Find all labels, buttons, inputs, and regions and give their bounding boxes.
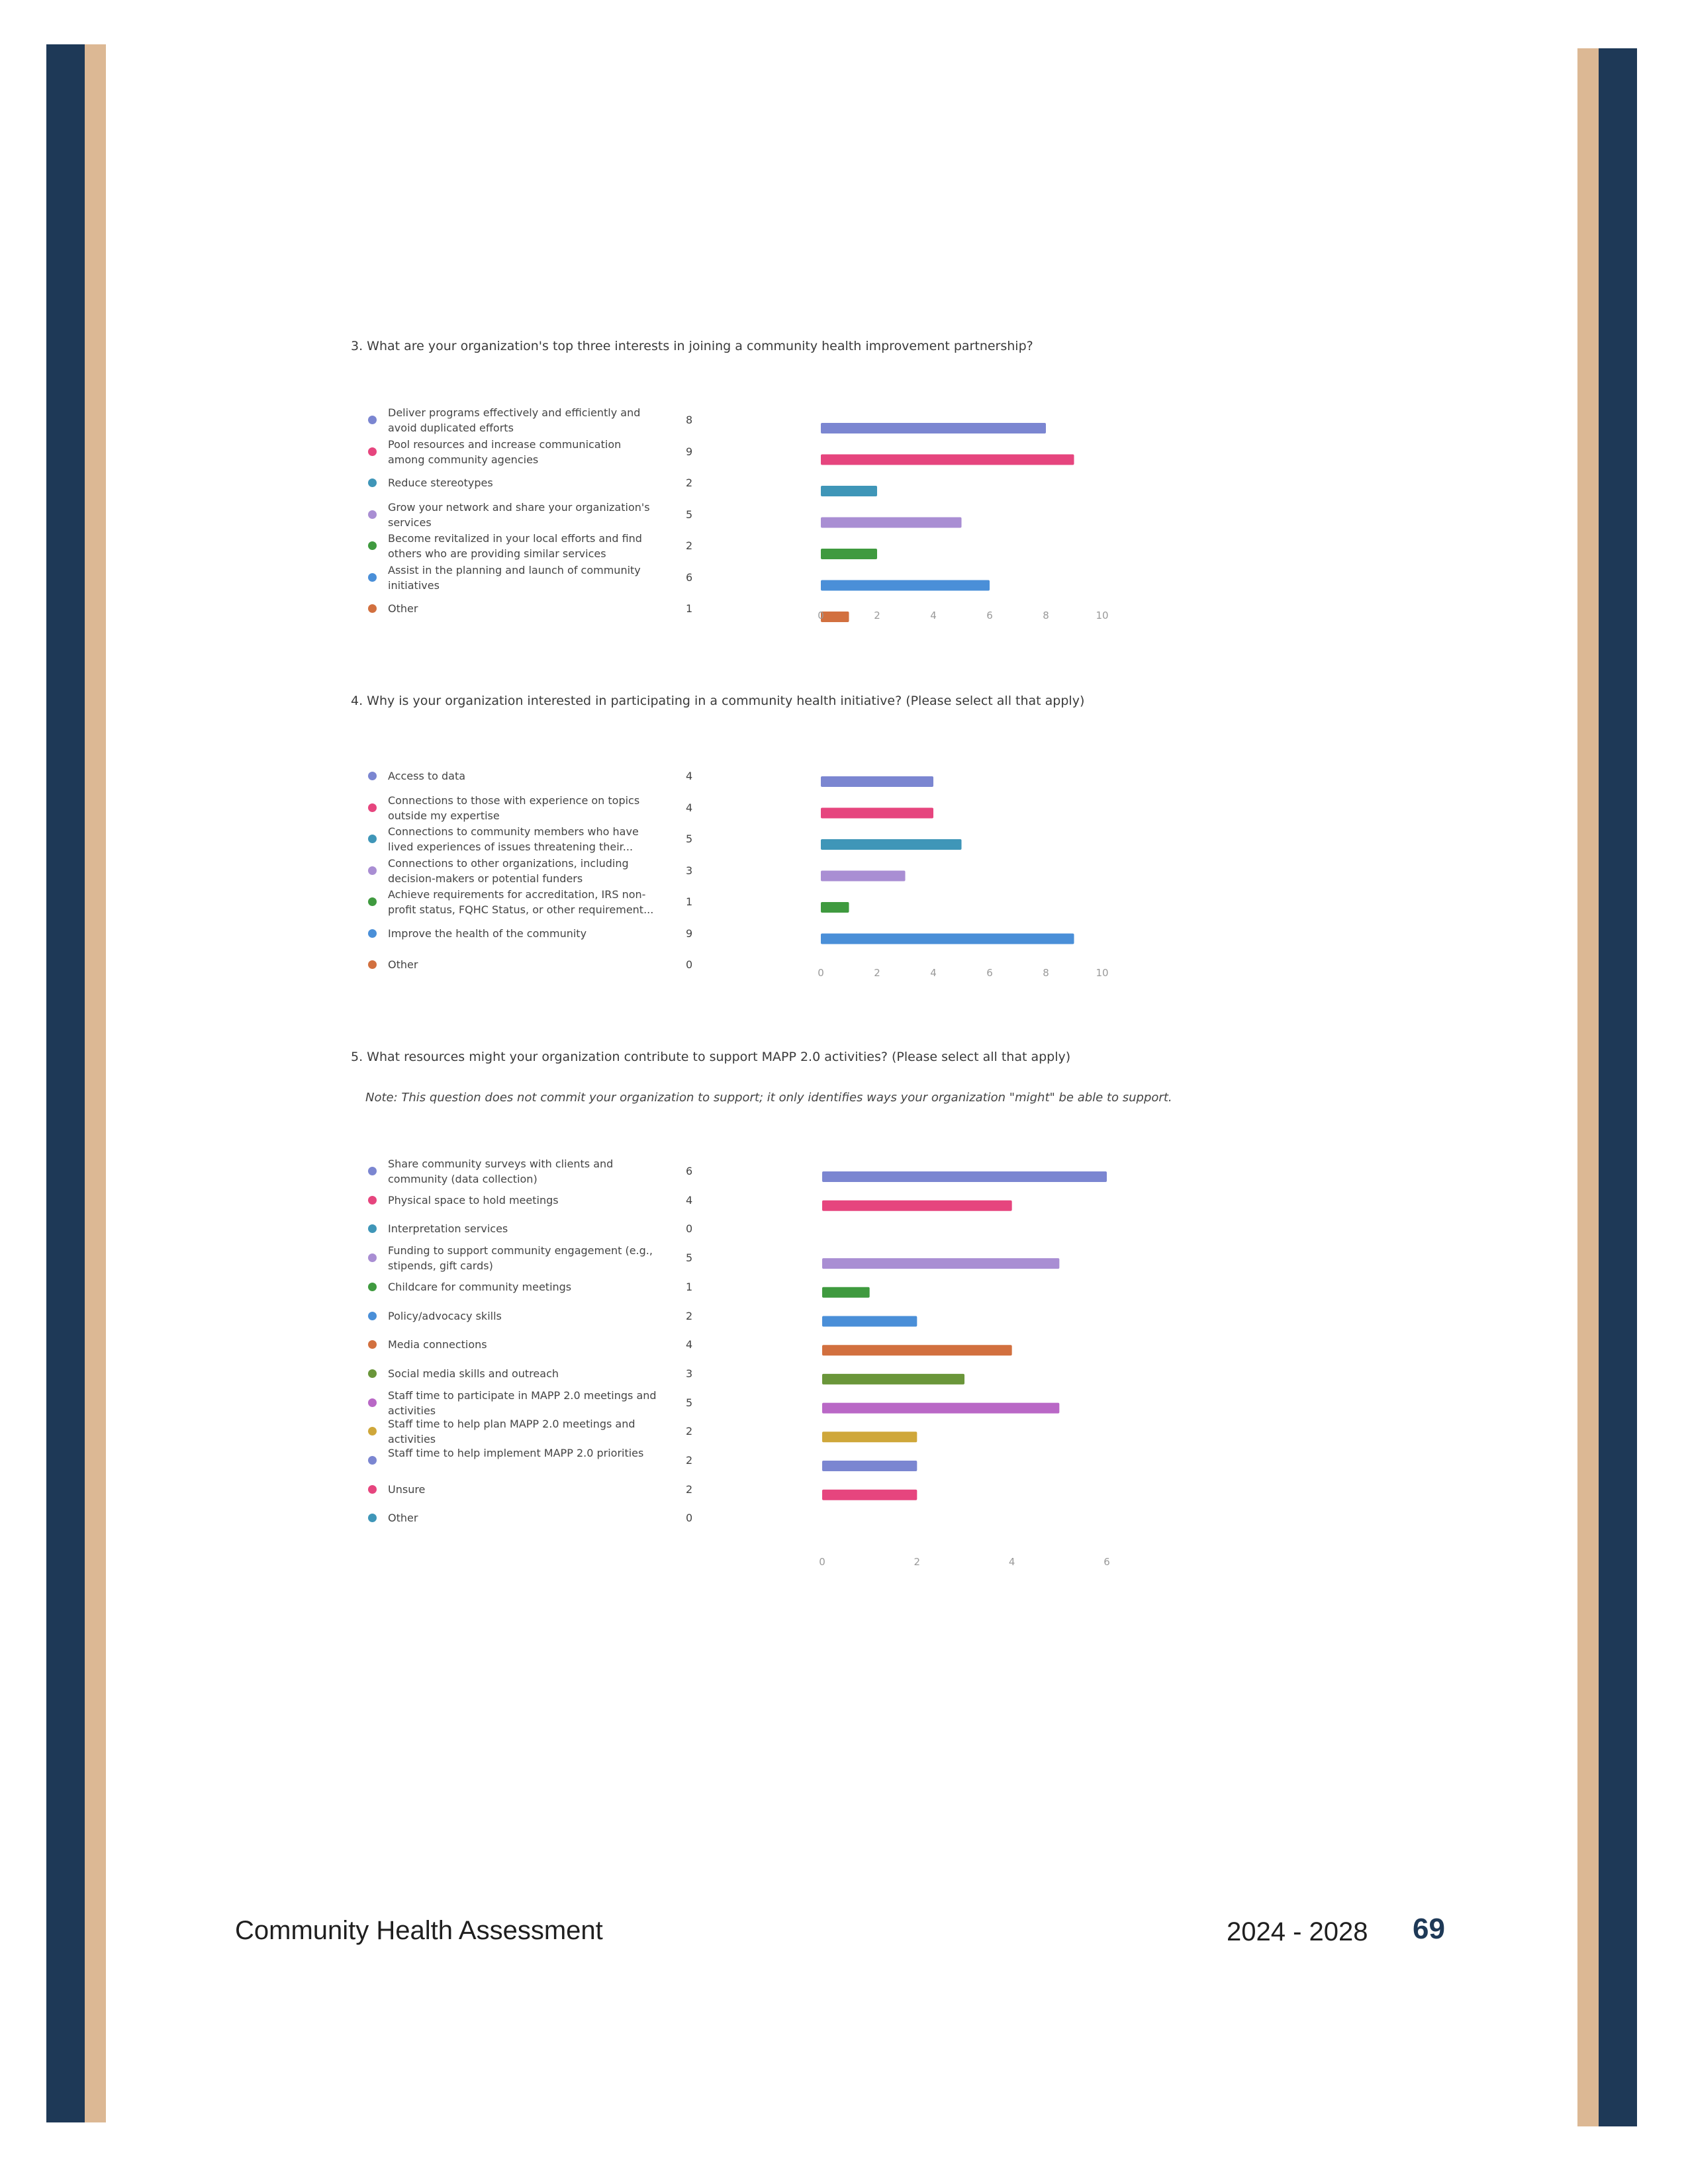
legend-value: 1 bbox=[686, 895, 693, 908]
x-tick-label: 4 bbox=[1008, 1556, 1015, 1568]
bar bbox=[822, 1345, 1012, 1355]
legend-dot bbox=[368, 604, 377, 613]
legend-value: 5 bbox=[686, 833, 693, 845]
legend-value: 4 bbox=[686, 801, 693, 814]
x-tick-label: 4 bbox=[930, 610, 937, 621]
x-tick-label: 0 bbox=[818, 610, 824, 621]
footer-title: Community Health Assessment bbox=[235, 1916, 603, 1945]
bar bbox=[821, 776, 933, 787]
legend-dot bbox=[368, 897, 377, 906]
legend-value: 5 bbox=[686, 508, 693, 521]
bar bbox=[822, 1258, 1059, 1269]
legend-label: Connections to other organizations, including decision-makers or potential funders bbox=[388, 856, 629, 885]
legend-label: Social media skills and outreach bbox=[388, 1367, 559, 1380]
x-tick-label: 0 bbox=[818, 967, 824, 979]
legend-label: Staff time to participate in MAPP 2.0 meetings and activities bbox=[388, 1388, 657, 1417]
legend-value: 6 bbox=[686, 1165, 693, 1177]
legend-dot bbox=[368, 510, 377, 519]
legend-value: 0 bbox=[686, 1222, 693, 1236]
legend-label: Physical space to hold meetings bbox=[388, 1193, 559, 1206]
x-tick-label: 6 bbox=[986, 610, 993, 621]
legend-value: 2 bbox=[686, 1482, 693, 1496]
legend-dot bbox=[368, 1514, 377, 1522]
x-tick-label: 0 bbox=[819, 1556, 825, 1568]
question-5-note: Note: This question does not commit your organization to support; it only identifies ways your organization "might" be able to support. bbox=[365, 1091, 1172, 1105]
legend-dot bbox=[368, 541, 377, 550]
x-tick-label: 2 bbox=[914, 1556, 921, 1568]
left-band-light bbox=[85, 44, 106, 2122]
legend-dot bbox=[368, 1196, 377, 1205]
legend-value: 4 bbox=[686, 770, 693, 782]
bar bbox=[821, 580, 990, 591]
right-band-dark bbox=[1599, 48, 1637, 2126]
legend-value: 4 bbox=[686, 1338, 693, 1351]
legend-dot bbox=[368, 835, 377, 843]
legend-label: Access to data bbox=[388, 770, 466, 782]
legend-value: 2 bbox=[686, 1454, 693, 1467]
legend-label: Grow your network and share your organization's services bbox=[388, 500, 650, 529]
x-tick-label: 6 bbox=[986, 967, 993, 979]
legend-label: Other bbox=[388, 602, 418, 615]
legend-dot bbox=[368, 1456, 377, 1465]
bar bbox=[822, 1374, 964, 1385]
legend-label: Share community surveys with clients and community (data collection) bbox=[388, 1158, 614, 1185]
legend-dot bbox=[368, 929, 377, 938]
x-tick-label: 6 bbox=[1103, 1556, 1110, 1568]
left-band-dark bbox=[46, 44, 85, 2122]
legend-dot bbox=[368, 1283, 377, 1291]
legend-value: 8 bbox=[686, 414, 693, 426]
legend-value: 4 bbox=[686, 1193, 693, 1206]
legend-dot bbox=[368, 416, 377, 424]
legend-value: 0 bbox=[686, 958, 693, 971]
bar bbox=[821, 871, 906, 882]
legend-label: Improve the health of the community bbox=[388, 927, 587, 940]
legend-label: Other bbox=[388, 1512, 418, 1525]
legend-label: Policy/advocacy skills bbox=[388, 1309, 502, 1322]
legend-label: Interpretation services bbox=[388, 1222, 508, 1236]
question-4-title: 4. Why is your organization interested in participating in a community health initiative? (Please select all that apply) bbox=[351, 694, 1085, 708]
bar bbox=[821, 486, 877, 496]
legend-label: Funding to support community engagement (e.g., stipends, gift cards) bbox=[388, 1244, 653, 1273]
x-tick-label: 10 bbox=[1096, 610, 1109, 621]
legend-dot bbox=[368, 960, 377, 969]
legend-dot bbox=[368, 1167, 377, 1175]
legend-label: Deliver programs effectively and efficiently and avoid duplicated efforts bbox=[388, 406, 641, 434]
x-tick-label: 2 bbox=[874, 610, 880, 621]
legend-dot bbox=[368, 1224, 377, 1233]
bar bbox=[822, 1461, 917, 1471]
legend-label: Staff time to help plan MAPP 2.0 meetings and activities bbox=[388, 1418, 635, 1446]
legend-value: 2 bbox=[686, 477, 693, 489]
footer-years: 2024 - 2028 bbox=[1227, 1917, 1368, 1946]
bar bbox=[821, 808, 933, 819]
legend-dot bbox=[368, 1398, 377, 1407]
x-tick-label: 10 bbox=[1096, 967, 1109, 979]
bar bbox=[822, 1403, 1059, 1414]
legend-label: Connections to those with experience on topics outside my expertise bbox=[388, 794, 640, 822]
bar bbox=[822, 1432, 917, 1442]
bar bbox=[822, 1171, 1107, 1182]
bar bbox=[821, 518, 962, 528]
legend-value: 9 bbox=[686, 927, 693, 940]
legend-dot bbox=[368, 803, 377, 812]
x-tick-label: 8 bbox=[1043, 967, 1049, 979]
legend-dot bbox=[368, 573, 377, 582]
bar bbox=[822, 1316, 917, 1327]
bar bbox=[821, 902, 849, 913]
legend-dot bbox=[368, 478, 377, 487]
bar bbox=[821, 423, 1046, 433]
legend-dot bbox=[368, 1312, 377, 1320]
bar bbox=[822, 1287, 870, 1298]
q4-bar-chart bbox=[814, 754, 1119, 986]
legend-dot bbox=[368, 1369, 377, 1378]
legend-dot bbox=[368, 772, 377, 780]
legend-value: 3 bbox=[686, 864, 693, 877]
legend-label: Connections to community members who have lived experiences of issues threatening their... bbox=[388, 825, 639, 853]
legend-dot bbox=[368, 1340, 377, 1349]
legend-value: 2 bbox=[686, 1309, 693, 1322]
question-3-title: 3. What are your organization's top three interests in joining a community health improvement partnership? bbox=[351, 339, 1033, 353]
legend-dot bbox=[368, 1485, 377, 1494]
legend-dot bbox=[368, 1253, 377, 1262]
legend-value: 3 bbox=[686, 1367, 693, 1380]
legend-value: 0 bbox=[686, 1512, 693, 1525]
legend-label: Become revitalized in your local efforts and find others who are providing similar services bbox=[388, 532, 642, 560]
bar bbox=[821, 839, 962, 850]
legend-label: Unsure bbox=[388, 1482, 426, 1496]
q5-bar-chart bbox=[814, 1152, 1119, 1575]
legend-value: 9 bbox=[686, 445, 693, 458]
legend-value: 1 bbox=[686, 602, 693, 615]
question-5-title: 5. What resources might your organization contribute to support MAPP 2.0 activities? (Please select all that apply) bbox=[351, 1050, 1071, 1064]
q3-bar-chart bbox=[814, 397, 1119, 629]
legend-label: Assist in the planning and launch of community initiatives bbox=[388, 563, 641, 592]
bar bbox=[821, 934, 1074, 944]
legend-label: Staff time to help implement MAPP 2.0 priorities bbox=[388, 1447, 644, 1459]
legend-value: 2 bbox=[686, 1425, 693, 1438]
legend-value: 5 bbox=[686, 1251, 693, 1265]
x-tick-label: 2 bbox=[874, 967, 880, 979]
legend-label: Other bbox=[388, 958, 418, 971]
legend-dot bbox=[368, 1427, 377, 1435]
bar bbox=[821, 455, 1074, 465]
legend-dot bbox=[368, 447, 377, 456]
bar bbox=[821, 549, 877, 559]
legend-label: Childcare for community meetings bbox=[388, 1280, 572, 1293]
legend-value: 5 bbox=[686, 1396, 693, 1409]
page-number: 69 bbox=[1413, 1913, 1445, 1945]
legend-value: 1 bbox=[686, 1280, 693, 1293]
legend-label: Pool resources and increase communication among community agencies bbox=[388, 437, 622, 466]
bar bbox=[822, 1201, 1012, 1211]
legend-dot bbox=[368, 866, 377, 875]
bar bbox=[821, 612, 849, 622]
x-tick-label: 4 bbox=[930, 967, 937, 979]
legend-value: 6 bbox=[686, 570, 693, 584]
legend-label: Achieve requirements for accreditation, IRS non-profit status, FQHC Status, or other requirement... bbox=[388, 888, 654, 916]
bar bbox=[822, 1490, 917, 1500]
x-tick-label: 8 bbox=[1043, 610, 1049, 621]
legend-value: 2 bbox=[686, 539, 693, 552]
legend-label: Reduce stereotypes bbox=[388, 477, 493, 489]
legend-label: Media connections bbox=[388, 1338, 487, 1351]
right-band-light bbox=[1577, 48, 1599, 2126]
